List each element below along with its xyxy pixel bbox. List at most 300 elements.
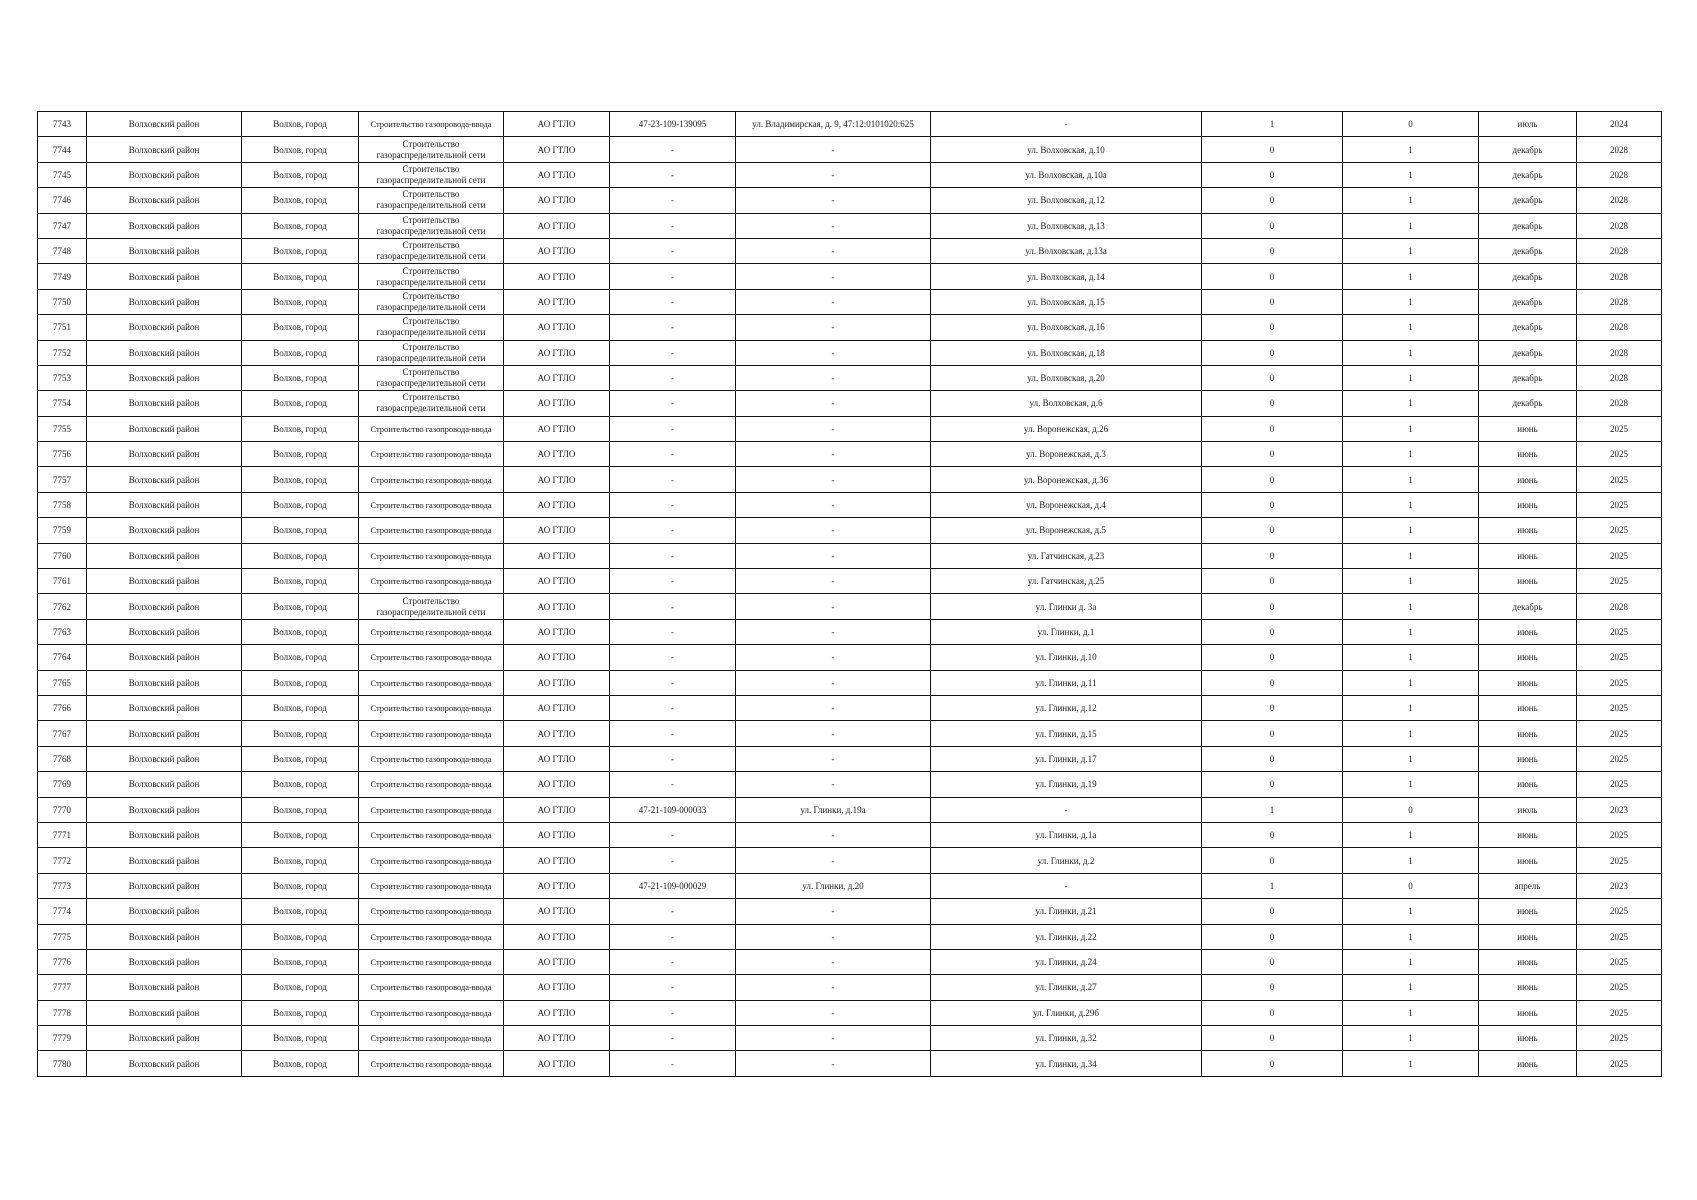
cell-city: Волхов, город [242, 746, 359, 771]
cell-count-b: 1 [1343, 949, 1479, 974]
table-row [38, 543, 1662, 568]
cell-cadastral-number: - [610, 543, 736, 568]
cell-cadastral-number: - [610, 442, 736, 467]
cell-count-b: 1 [1343, 264, 1479, 289]
cell-row-number: 7753 [38, 365, 87, 390]
cell-organization: АО ГТЛО [504, 289, 610, 314]
cell-cadastral-number: - [610, 492, 736, 517]
cell-organization: АО ГТЛО [504, 112, 610, 137]
cell-work-type: Строительство газопровода-ввода [359, 695, 504, 720]
table-row [38, 264, 1662, 289]
cell-cadastral-number: - [610, 569, 736, 594]
cell-row-number: 7761 [38, 569, 87, 594]
table-row [38, 391, 1662, 416]
cell-object: ул. Глинки, д.19а [736, 797, 931, 822]
cell-city: Волхов, город [242, 848, 359, 873]
table-row [38, 848, 1662, 873]
cell-month: июнь [1479, 848, 1577, 873]
cell-month: июнь [1479, 746, 1577, 771]
cell-row-number: 7775 [38, 924, 87, 949]
cell-organization: АО ГТЛО [504, 213, 610, 238]
cell-month: декабрь [1479, 391, 1577, 416]
cell-city: Волхов, город [242, 899, 359, 924]
cell-year: 2028 [1577, 162, 1662, 187]
cell-row-number: 7773 [38, 873, 87, 898]
cell-district: Волховский район [87, 289, 242, 314]
cell-year: 2025 [1577, 1051, 1662, 1076]
cell-organization: АО ГТЛО [504, 797, 610, 822]
cell-year: 2025 [1577, 924, 1662, 949]
cell-row-number: 7764 [38, 645, 87, 670]
cell-count-b: 1 [1343, 772, 1479, 797]
cell-city: Волхов, город [242, 365, 359, 390]
cell-address: ул. Глинки, д.34 [931, 1051, 1202, 1076]
cell-object: - [736, 188, 931, 213]
cell-count-a: 0 [1202, 822, 1343, 847]
cell-month: декабрь [1479, 365, 1577, 390]
cell-address: - [931, 873, 1202, 898]
cell-city: Волхов, город [242, 467, 359, 492]
cell-count-b: 1 [1343, 543, 1479, 568]
cell-district: Волховский район [87, 949, 242, 974]
cell-row-number: 7771 [38, 822, 87, 847]
cell-cadastral-number: - [610, 340, 736, 365]
cell-count-a: 1 [1202, 112, 1343, 137]
cell-year: 2025 [1577, 721, 1662, 746]
cell-work-type: Строительство газораспределительной сети [359, 162, 504, 187]
cell-address: ул. Глинки, д.21 [931, 899, 1202, 924]
cell-row-number: 7760 [38, 543, 87, 568]
cell-cadastral-number: - [610, 391, 736, 416]
cell-district: Волховский район [87, 162, 242, 187]
cell-cadastral-number: - [610, 746, 736, 771]
cell-count-b: 1 [1343, 695, 1479, 720]
cell-count-b: 1 [1343, 365, 1479, 390]
cell-city: Волхов, город [242, 721, 359, 746]
table-row [38, 975, 1662, 1000]
cell-count-b: 1 [1343, 975, 1479, 1000]
cell-object: - [736, 772, 931, 797]
cell-organization: АО ГТЛО [504, 365, 610, 390]
cell-city: Волхов, город [242, 315, 359, 340]
cell-organization: АО ГТЛО [504, 391, 610, 416]
cell-object: - [736, 543, 931, 568]
cell-organization: АО ГТЛО [504, 569, 610, 594]
cell-count-b: 1 [1343, 162, 1479, 187]
cell-work-type: Строительство газопровода-ввода [359, 569, 504, 594]
cell-row-number: 7767 [38, 721, 87, 746]
cell-object: - [736, 924, 931, 949]
cell-work-type: Строительство газопровода-ввода [359, 518, 504, 543]
cell-object: - [736, 594, 931, 619]
cell-city: Волхов, город [242, 492, 359, 517]
cell-cadastral-number: - [610, 1000, 736, 1025]
cell-row-number: 7779 [38, 1026, 87, 1051]
cell-work-type: Строительство газопровода-ввода [359, 822, 504, 847]
cell-year: 2025 [1577, 670, 1662, 695]
cell-organization: АО ГТЛО [504, 416, 610, 441]
cell-work-type: Строительство газораспределительной сети [359, 188, 504, 213]
cell-row-number: 7774 [38, 899, 87, 924]
cell-month: июнь [1479, 899, 1577, 924]
cell-organization: АО ГТЛО [504, 619, 610, 644]
cell-count-a: 0 [1202, 137, 1343, 162]
cell-district: Волховский район [87, 772, 242, 797]
cell-district: Волховский район [87, 746, 242, 771]
cell-organization: АО ГТЛО [504, 492, 610, 517]
cell-city: Волхов, город [242, 975, 359, 1000]
cell-count-b: 1 [1343, 670, 1479, 695]
cell-address: ул. Глинки, д.11 [931, 670, 1202, 695]
cell-count-a: 0 [1202, 543, 1343, 568]
cell-cadastral-number: - [610, 619, 736, 644]
cell-object: - [736, 442, 931, 467]
cell-work-type: Строительство газораспределительной сети [359, 137, 504, 162]
cell-organization: АО ГТЛО [504, 645, 610, 670]
cell-address: ул. Гатчинская, д.23 [931, 543, 1202, 568]
table-row [38, 797, 1662, 822]
cell-object: - [736, 238, 931, 263]
cell-row-number: 7745 [38, 162, 87, 187]
cell-organization: АО ГТЛО [504, 442, 610, 467]
cell-count-b: 1 [1343, 340, 1479, 365]
cell-year: 2025 [1577, 695, 1662, 720]
cell-city: Волхов, город [242, 924, 359, 949]
cell-month: декабрь [1479, 238, 1577, 263]
cell-address: ул. Глинки, д.1 [931, 619, 1202, 644]
cell-work-type: Строительство газораспределительной сети [359, 391, 504, 416]
cell-organization: АО ГТЛО [504, 848, 610, 873]
table-row [38, 670, 1662, 695]
table-row [38, 492, 1662, 517]
cell-cadastral-number: - [610, 518, 736, 543]
cell-address: ул. Волховская, д.18 [931, 340, 1202, 365]
cell-object: - [736, 416, 931, 441]
cell-month: июнь [1479, 822, 1577, 847]
cell-work-type: Строительство газораспределительной сети [359, 238, 504, 263]
cell-address: ул. Волховская, д.13 [931, 213, 1202, 238]
cell-row-number: 7759 [38, 518, 87, 543]
cell-object: - [736, 569, 931, 594]
cell-address: ул. Волховская, д.15 [931, 289, 1202, 314]
cell-work-type: Строительство газопровода-ввода [359, 467, 504, 492]
cell-row-number: 7749 [38, 264, 87, 289]
cell-cadastral-number: - [610, 1026, 736, 1051]
cell-count-a: 0 [1202, 899, 1343, 924]
cell-organization: АО ГТЛО [504, 873, 610, 898]
cell-work-type: Строительство газопровода-ввода [359, 772, 504, 797]
cell-organization: АО ГТЛО [504, 188, 610, 213]
cell-address: ул. Глинки, д.32 [931, 1026, 1202, 1051]
cell-count-b: 1 [1343, 619, 1479, 644]
cell-year: 2025 [1577, 1000, 1662, 1025]
cell-district: Волховский район [87, 112, 242, 137]
cell-city: Волхов, город [242, 416, 359, 441]
cell-count-a: 0 [1202, 162, 1343, 187]
cell-district: Волховский район [87, 822, 242, 847]
cell-work-type: Строительство газораспределительной сети [359, 264, 504, 289]
table-row [38, 289, 1662, 314]
cell-year: 2025 [1577, 848, 1662, 873]
cell-city: Волхов, город [242, 797, 359, 822]
cell-year: 2025 [1577, 899, 1662, 924]
cell-city: Волхов, город [242, 188, 359, 213]
cell-district: Волховский район [87, 1026, 242, 1051]
cell-count-a: 0 [1202, 492, 1343, 517]
cell-month: июнь [1479, 949, 1577, 974]
cell-work-type: Строительство газопровода-ввода [359, 873, 504, 898]
cell-object: - [736, 695, 931, 720]
cell-count-a: 0 [1202, 289, 1343, 314]
cell-count-b: 1 [1343, 391, 1479, 416]
cell-year: 2025 [1577, 975, 1662, 1000]
cell-year: 2025 [1577, 442, 1662, 467]
cell-object: - [736, 162, 931, 187]
cell-district: Волховский район [87, 340, 242, 365]
cell-district: Волховский район [87, 695, 242, 720]
cell-organization: АО ГТЛО [504, 822, 610, 847]
table-row [38, 467, 1662, 492]
cell-count-b: 1 [1343, 289, 1479, 314]
cell-object: - [736, 137, 931, 162]
cell-count-a: 0 [1202, 264, 1343, 289]
table-row [38, 594, 1662, 619]
cell-row-number: 7763 [38, 619, 87, 644]
gasification-schedule-table [37, 111, 1662, 1077]
cell-organization: АО ГТЛО [504, 594, 610, 619]
cell-district: Волховский район [87, 213, 242, 238]
cell-object: - [736, 1000, 931, 1025]
cell-city: Волхов, город [242, 162, 359, 187]
cell-row-number: 7776 [38, 949, 87, 974]
cell-cadastral-number: - [610, 315, 736, 340]
cell-address: ул. Глинки, д.27 [931, 975, 1202, 1000]
cell-cadastral-number: - [610, 949, 736, 974]
cell-city: Волхов, город [242, 949, 359, 974]
cell-district: Волховский район [87, 848, 242, 873]
table-row [38, 188, 1662, 213]
cell-address: ул. Глинки, д.15 [931, 721, 1202, 746]
cell-district: Волховский район [87, 1000, 242, 1025]
cell-cadastral-number: - [610, 264, 736, 289]
cell-count-a: 0 [1202, 442, 1343, 467]
cell-month: декабрь [1479, 315, 1577, 340]
cell-city: Волхов, город [242, 772, 359, 797]
cell-count-b: 1 [1343, 1026, 1479, 1051]
cell-cadastral-number: 47-23-109-139095 [610, 112, 736, 137]
cell-row-number: 7755 [38, 416, 87, 441]
cell-count-b: 1 [1343, 822, 1479, 847]
cell-work-type: Строительство газопровода-ввода [359, 1026, 504, 1051]
cell-object: - [736, 848, 931, 873]
cell-district: Волховский район [87, 873, 242, 898]
cell-month: июнь [1479, 619, 1577, 644]
cell-count-a: 0 [1202, 188, 1343, 213]
cell-month: декабрь [1479, 594, 1577, 619]
cell-work-type: Строительство газопровода-ввода [359, 645, 504, 670]
cell-count-a: 0 [1202, 848, 1343, 873]
cell-row-number: 7770 [38, 797, 87, 822]
cell-year: 2025 [1577, 772, 1662, 797]
cell-city: Волхов, город [242, 1000, 359, 1025]
table-row [38, 645, 1662, 670]
cell-district: Волховский район [87, 721, 242, 746]
cell-cadastral-number: - [610, 721, 736, 746]
cell-district: Волховский район [87, 1051, 242, 1076]
cell-object: - [736, 1026, 931, 1051]
cell-year: 2025 [1577, 949, 1662, 974]
table-row [38, 924, 1662, 949]
table-row [38, 112, 1662, 137]
cell-district: Волховский район [87, 391, 242, 416]
cell-object: - [736, 213, 931, 238]
cell-row-number: 7780 [38, 1051, 87, 1076]
cell-month: июнь [1479, 1000, 1577, 1025]
cell-count-a: 1 [1202, 873, 1343, 898]
cell-count-a: 0 [1202, 695, 1343, 720]
cell-count-b: 1 [1343, 645, 1479, 670]
cell-address: ул. Глинки, д.19 [931, 772, 1202, 797]
cell-cadastral-number: - [610, 772, 736, 797]
cell-address: ул. Глинки, д.22 [931, 924, 1202, 949]
cell-count-b: 1 [1343, 848, 1479, 873]
cell-count-a: 0 [1202, 772, 1343, 797]
cell-cadastral-number: - [610, 1051, 736, 1076]
cell-year: 2025 [1577, 746, 1662, 771]
cell-month: июнь [1479, 695, 1577, 720]
cell-organization: АО ГТЛО [504, 264, 610, 289]
cell-month: июнь [1479, 543, 1577, 568]
cell-address: ул. Воронежская, д.26 [931, 416, 1202, 441]
table-row [38, 340, 1662, 365]
cell-year: 2023 [1577, 873, 1662, 898]
cell-month: апрель [1479, 873, 1577, 898]
cell-count-a: 1 [1202, 797, 1343, 822]
cell-address: ул. Волховская, д.16 [931, 315, 1202, 340]
cell-month: декабрь [1479, 264, 1577, 289]
cell-count-a: 0 [1202, 670, 1343, 695]
cell-year: 2028 [1577, 137, 1662, 162]
cell-year: 2025 [1577, 1026, 1662, 1051]
cell-organization: АО ГТЛО [504, 670, 610, 695]
table-row [38, 416, 1662, 441]
cell-address: ул. Воронежская, д.4 [931, 492, 1202, 517]
cell-cadastral-number: - [610, 213, 736, 238]
cell-city: Волхов, город [242, 112, 359, 137]
cell-month: июнь [1479, 772, 1577, 797]
cell-row-number: 7765 [38, 670, 87, 695]
cell-count-a: 0 [1202, 416, 1343, 441]
cell-count-a: 0 [1202, 569, 1343, 594]
cell-organization: АО ГТЛО [504, 949, 610, 974]
cell-city: Волхов, город [242, 137, 359, 162]
cell-organization: АО ГТЛО [504, 518, 610, 543]
cell-count-a: 0 [1202, 746, 1343, 771]
cell-city: Волхов, город [242, 213, 359, 238]
cell-organization: АО ГТЛО [504, 238, 610, 263]
cell-district: Волховский район [87, 467, 242, 492]
cell-count-a: 0 [1202, 619, 1343, 644]
cell-count-b: 1 [1343, 416, 1479, 441]
cell-address: - [931, 797, 1202, 822]
cell-object: - [736, 822, 931, 847]
cell-object: - [736, 492, 931, 517]
cell-count-b: 1 [1343, 238, 1479, 263]
cell-cadastral-number: - [610, 822, 736, 847]
cell-row-number: 7754 [38, 391, 87, 416]
cell-address: ул. Воронежская, д.5 [931, 518, 1202, 543]
table-row [38, 213, 1662, 238]
cell-month: июнь [1479, 416, 1577, 441]
table-row [38, 1051, 1662, 1076]
cell-count-a: 0 [1202, 467, 1343, 492]
cell-object: - [736, 645, 931, 670]
cell-row-number: 7758 [38, 492, 87, 517]
table-row [38, 772, 1662, 797]
cell-organization: АО ГТЛО [504, 1026, 610, 1051]
table-body [38, 112, 1662, 1077]
cell-cadastral-number: 47-21-109-000033 [610, 797, 736, 822]
cell-city: Волхов, город [242, 1026, 359, 1051]
cell-city: Волхов, город [242, 289, 359, 314]
cell-count-b: 0 [1343, 112, 1479, 137]
cell-cadastral-number: - [610, 899, 736, 924]
cell-count-b: 1 [1343, 569, 1479, 594]
cell-month: июнь [1479, 975, 1577, 1000]
cell-organization: АО ГТЛО [504, 315, 610, 340]
cell-address: ул. Волховская, д.6 [931, 391, 1202, 416]
cell-organization: АО ГТЛО [504, 695, 610, 720]
cell-count-a: 0 [1202, 1000, 1343, 1025]
table-row [38, 721, 1662, 746]
cell-object: - [736, 1051, 931, 1076]
cell-city: Волхов, город [242, 442, 359, 467]
cell-count-b: 1 [1343, 315, 1479, 340]
cell-city: Волхов, город [242, 645, 359, 670]
cell-work-type: Строительство газопровода-ввода [359, 924, 504, 949]
cell-cadastral-number: - [610, 416, 736, 441]
cell-cadastral-number: - [610, 188, 736, 213]
cell-object: - [736, 518, 931, 543]
cell-address: ул. Глинки, д.2 [931, 848, 1202, 873]
cell-year: 2028 [1577, 340, 1662, 365]
cell-year: 2025 [1577, 492, 1662, 517]
cell-object: - [736, 289, 931, 314]
cell-count-b: 1 [1343, 746, 1479, 771]
cell-work-type: Строительство газораспределительной сети [359, 594, 504, 619]
cell-city: Волхов, город [242, 695, 359, 720]
cell-district: Волховский район [87, 416, 242, 441]
cell-year: 2025 [1577, 822, 1662, 847]
cell-year: 2025 [1577, 569, 1662, 594]
cell-count-b: 0 [1343, 873, 1479, 898]
cell-count-b: 0 [1343, 797, 1479, 822]
cell-count-a: 0 [1202, 645, 1343, 670]
table-row [38, 315, 1662, 340]
table-row [38, 518, 1662, 543]
table-row [38, 949, 1662, 974]
cell-year: 2028 [1577, 365, 1662, 390]
cell-object: - [736, 949, 931, 974]
cell-count-a: 0 [1202, 391, 1343, 416]
cell-district: Волховский район [87, 543, 242, 568]
cell-organization: АО ГТЛО [504, 467, 610, 492]
cell-city: Волхов, город [242, 1051, 359, 1076]
cell-work-type: Строительство газопровода-ввода [359, 746, 504, 771]
cell-count-a: 0 [1202, 1051, 1343, 1076]
cell-organization: АО ГТЛО [504, 772, 610, 797]
cell-work-type: Строительство газораспределительной сети [359, 289, 504, 314]
